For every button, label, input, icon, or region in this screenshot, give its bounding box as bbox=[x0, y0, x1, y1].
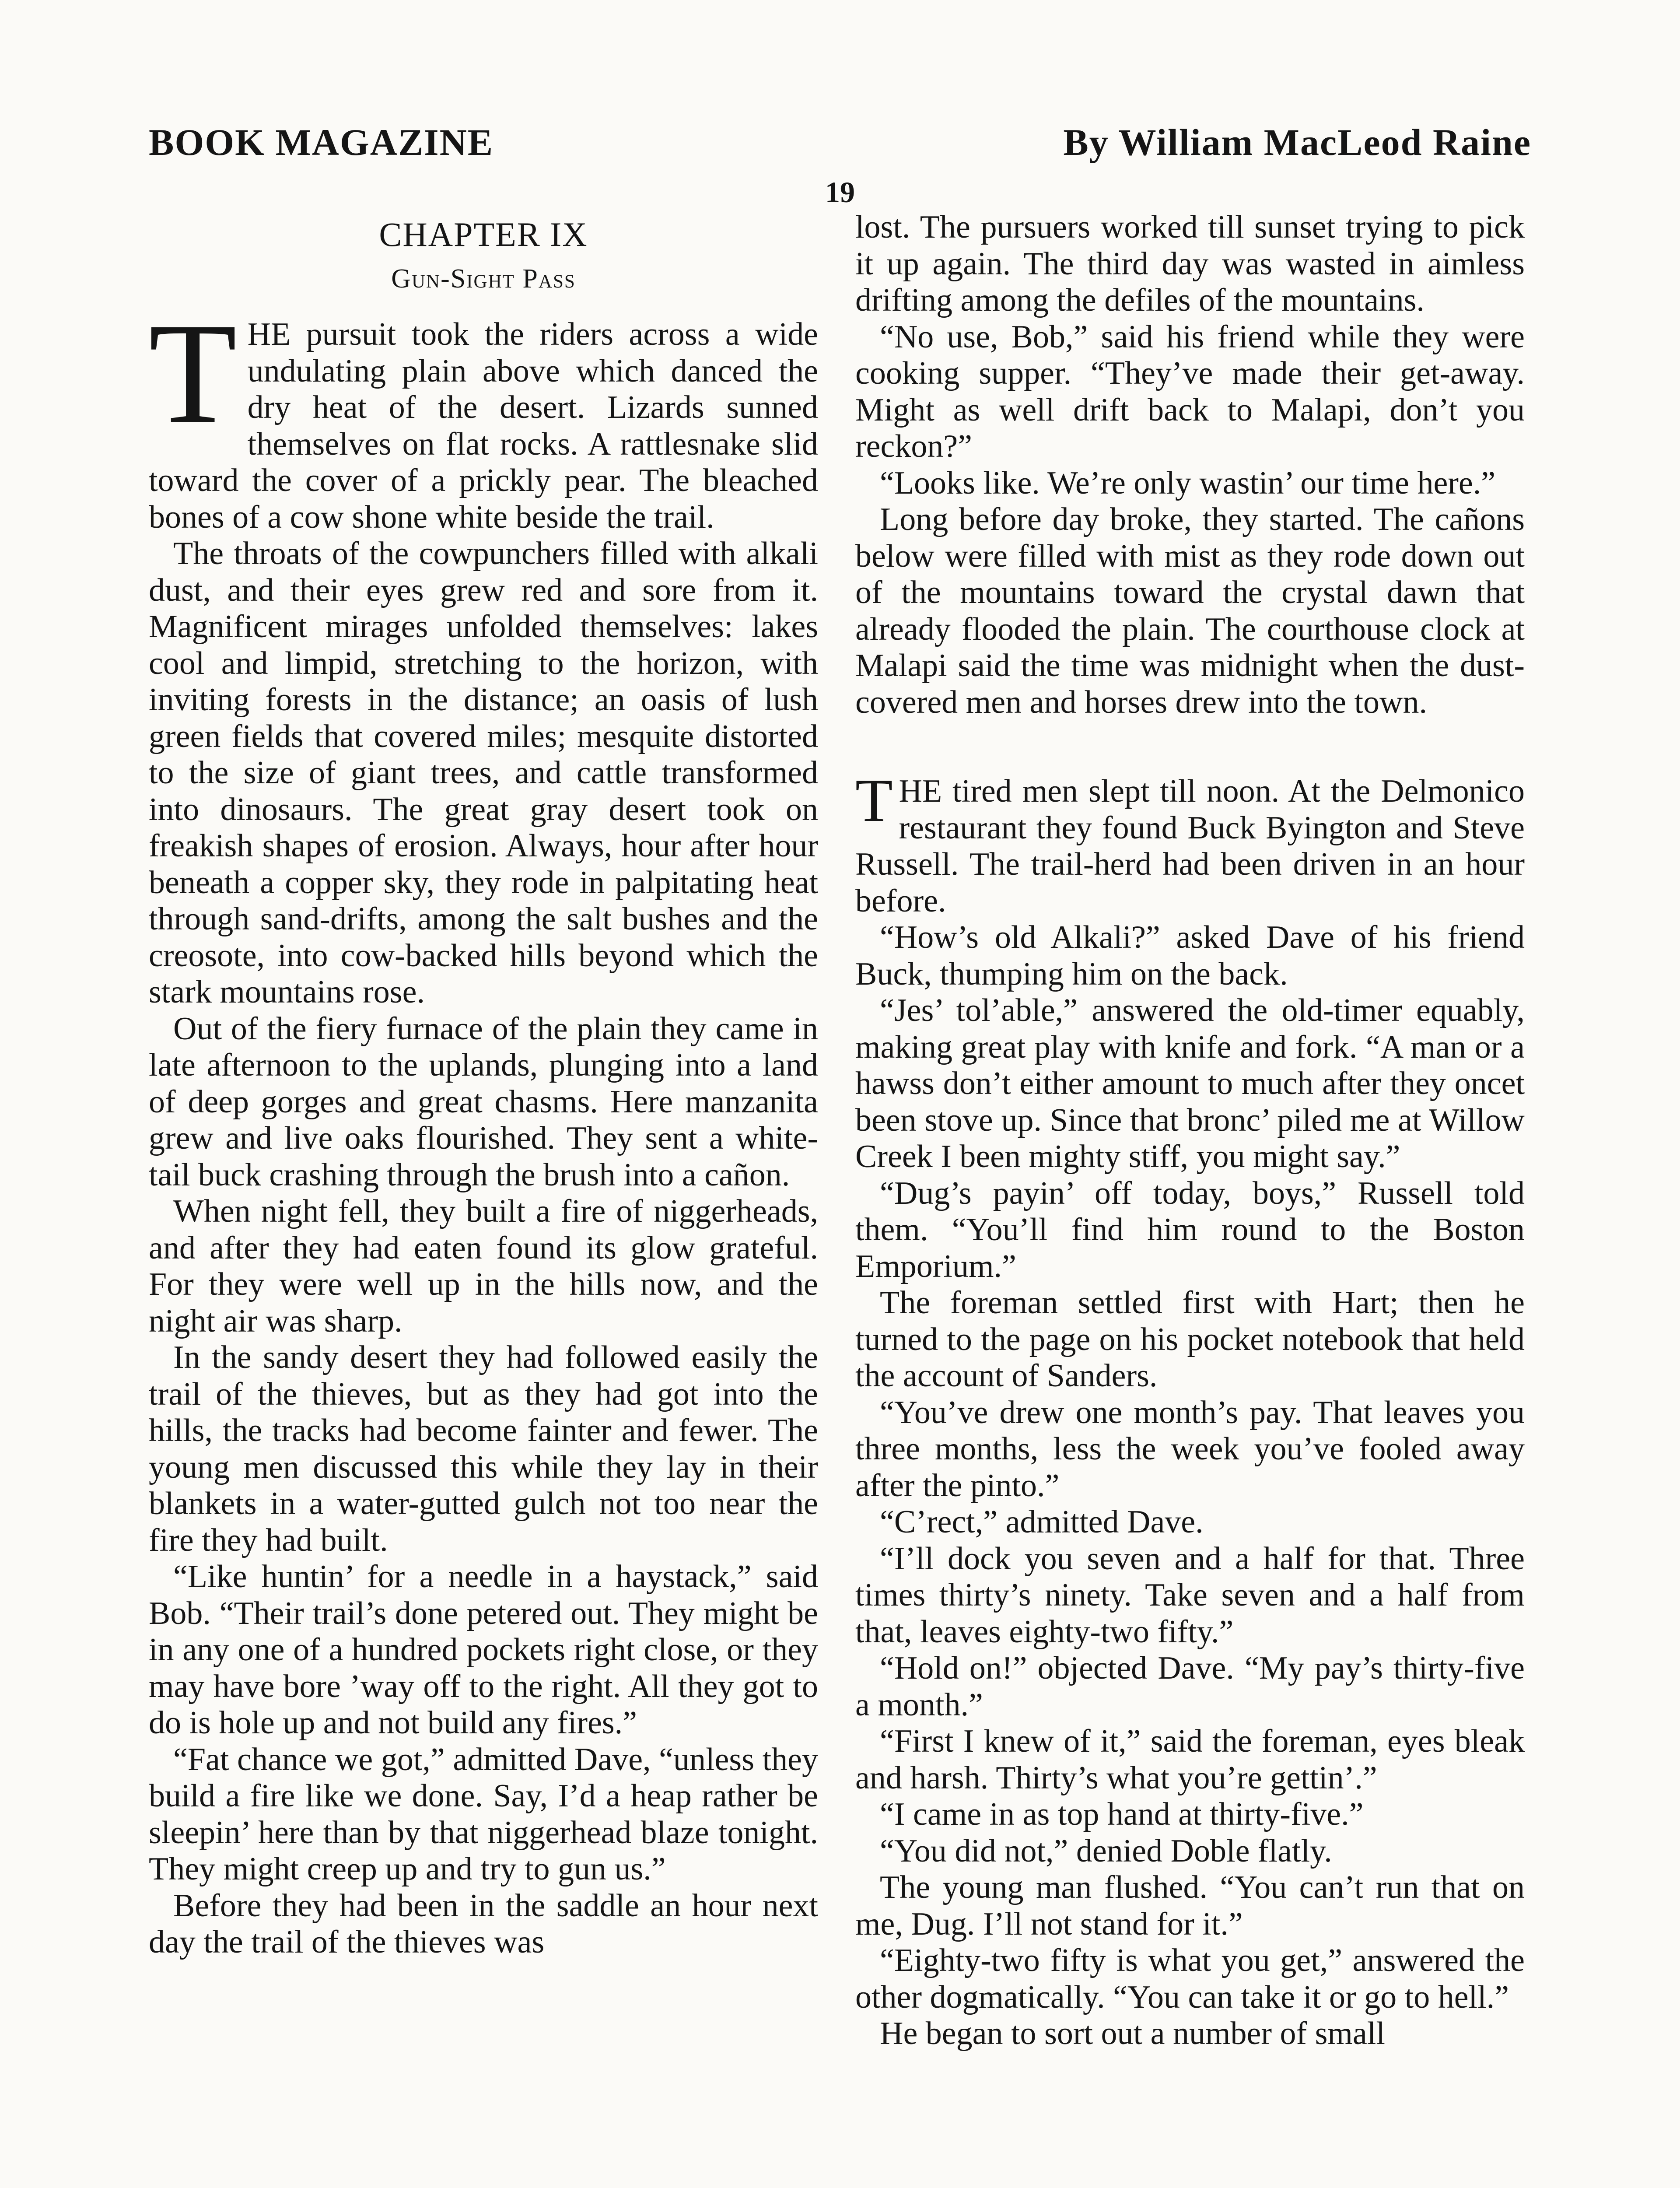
drop-cap: T bbox=[149, 294, 237, 453]
paragraph: The foreman settled first with Hart; then he turned to the page on his pocket notebook that held the account of Sanders. bbox=[855, 1285, 1525, 1394]
paragraph: “You did not,” denied Doble flatly. bbox=[880, 1833, 1332, 1869]
paragraph: “First I knew of it,” said the foreman, eyes bleak and harsh. Thirty’s what you’re gettin’.” bbox=[855, 1723, 1525, 1796]
paragraph: “You’ve drew one month’s pay. That leaves you three months, less the week you’ve fooled away after the pinto.” bbox=[855, 1394, 1525, 1504]
paragraph: “How’s old Alkali?” asked Dave of his friend Buck, thumping him on the back. bbox=[855, 919, 1525, 992]
section-break bbox=[855, 721, 1525, 773]
paragraph: The young man flushed. “You can’t run that on me, Dug. I’ll not stand for it.” bbox=[855, 1869, 1525, 1942]
page-number: 19 bbox=[825, 175, 855, 209]
right-column bbox=[855, 209, 1525, 2052]
paragraph: “C’rect,” admitted Dave. bbox=[880, 1504, 1204, 1540]
paragraph: The throats of the cowpunchers filled with alkali dust, and their eyes grew red and sore from it. Magnificent mirages unfolded themselves: lakes cool and limpid, stretching to the horizon, with inviting forests in the distance; an oasis of lush green fields that covered miles; mesquite distorted to the size of giant trees, and cattle transformed into dinosaurs. The great gray desert took on freakish shapes of erosion. Always, hour after hour beneath a copper sky, they rode in palpitating heat through sand-drifts, among the salt bushes and the creosote, into cow-backed hills beyond which the stark mountains rose. bbox=[149, 536, 818, 1010]
paragraph: “Eighty-two fifty is what you get,” answered the other dogmatically. “You can take it or go to hell.” bbox=[855, 1943, 1525, 2015]
paragraph: “Like huntin’ for a needle in a haystack,” said Bob. “Their trail’s done petered out. They might be in any one of a hundred pockets right close, or they may have bore ’way off to the right. All they got to do is hole up and not build any fires.” bbox=[149, 1559, 818, 1741]
paragraph: Before they had been in the saddle an hour next day the trail of the thieves was bbox=[149, 1887, 818, 1960]
drop-cap: T bbox=[855, 767, 893, 835]
paragraph: “Dug’s payin’ off today, boys,” Russell told them. “You’ll find him round to the Boston Emporium.” bbox=[855, 1175, 1525, 1284]
paragraph: In the sandy desert they had followed easily the trail of the thieves, but as they had got into the hills, the tracks had become fainter and fewer. The young men discussed this while they lay in their blankets in a water-gutted gulch not too near the fire they had built. bbox=[149, 1339, 818, 1558]
paragraph: Long before day broke, they started. The cañons below were filled with mist as they rode down out of the mountains toward the crystal dawn that already flooded the plain. The courthouse clock at Malapi said the time was midnight when the dust-covered men and horses drew into the town. bbox=[855, 501, 1525, 720]
left-column bbox=[149, 209, 818, 1961]
paragraph: “Hold on!” objected Dave. “My pay’s thirty-five a month.” bbox=[855, 1650, 1525, 1723]
paragraph: THE tired men slept till noon. At the Delmonico restaurant they found Buck Byington and Steve Russell. The trail-herd had been driven in an hour before. bbox=[855, 767, 1525, 919]
paragraph: “Jes’ tol’able,” answered the old-timer equably, making great play with knife and fork. “A man or a hawss don’t either amount to much after they oncet been stove up. Since that bronc’ piled me at Willow Creek I been mighty stiff, you might say.” bbox=[855, 992, 1525, 1175]
paragraph: “I’ll dock you seven and a half for that. Three times thirty’s ninety. Take seven and a half from that, leaves eighty-two fifty.” bbox=[855, 1540, 1525, 1650]
paragraph: He began to sort out a number of small bbox=[880, 2016, 1385, 2051]
paragraph: “Looks like. We’re only wastin’ our time here.” bbox=[880, 465, 1496, 501]
paragraph: When night fell, they built a fire of niggerheads, and after they had eaten found its glow grateful. For they were well up in the hills now, and the night air was sharp. bbox=[149, 1193, 818, 1339]
paragraph: “No use, Bob,” said his friend while they were cooking supper. “They’ve made their get-away. Might as well drift back to Malapi, don’t you reckon?” bbox=[855, 319, 1525, 464]
paragraph: lost. The pursuers worked till sunset trying to pick it up again. The third day was wasted in aimless drifting among the defiles of the mountains. bbox=[855, 209, 1525, 318]
chapter-subtitle: Gun-Sight Pass bbox=[391, 263, 576, 294]
paragraph: Out of the fiery furnace of the plain they came in late afternoon to the uplands, plunging into a land of deep gorges and great chasms. Here manzanita grew and live oaks flourished. They sent a white-tail buck crashing through the brush into a cañon. bbox=[149, 1010, 818, 1193]
paragraph: “I came in as top hand at thirty-five.” bbox=[880, 1796, 1364, 1832]
author-byline: By William MacLeod Raine bbox=[1063, 121, 1531, 163]
paragraph: “Fat chance we got,” admitted Dave, “unless they build a fire like we done. Say, I’d a heap rather be sleepin’ here than by that niggerhead blaze tonight. They might creep up and try to gun us.” bbox=[149, 1741, 818, 1887]
paragraph: THE pursuit took the riders across a wide undulating plain above which danced the dry heat of the desert. Lizards sunned themselves on flat rocks. A rattlesnake slid toward the cover of a prickly pear. The bleached bones of a cow shone white beside the trail. bbox=[149, 294, 818, 535]
chapter-title: CHAPTER IX bbox=[379, 215, 588, 253]
magazine-title: BOOK MAGAZINE bbox=[149, 121, 494, 163]
